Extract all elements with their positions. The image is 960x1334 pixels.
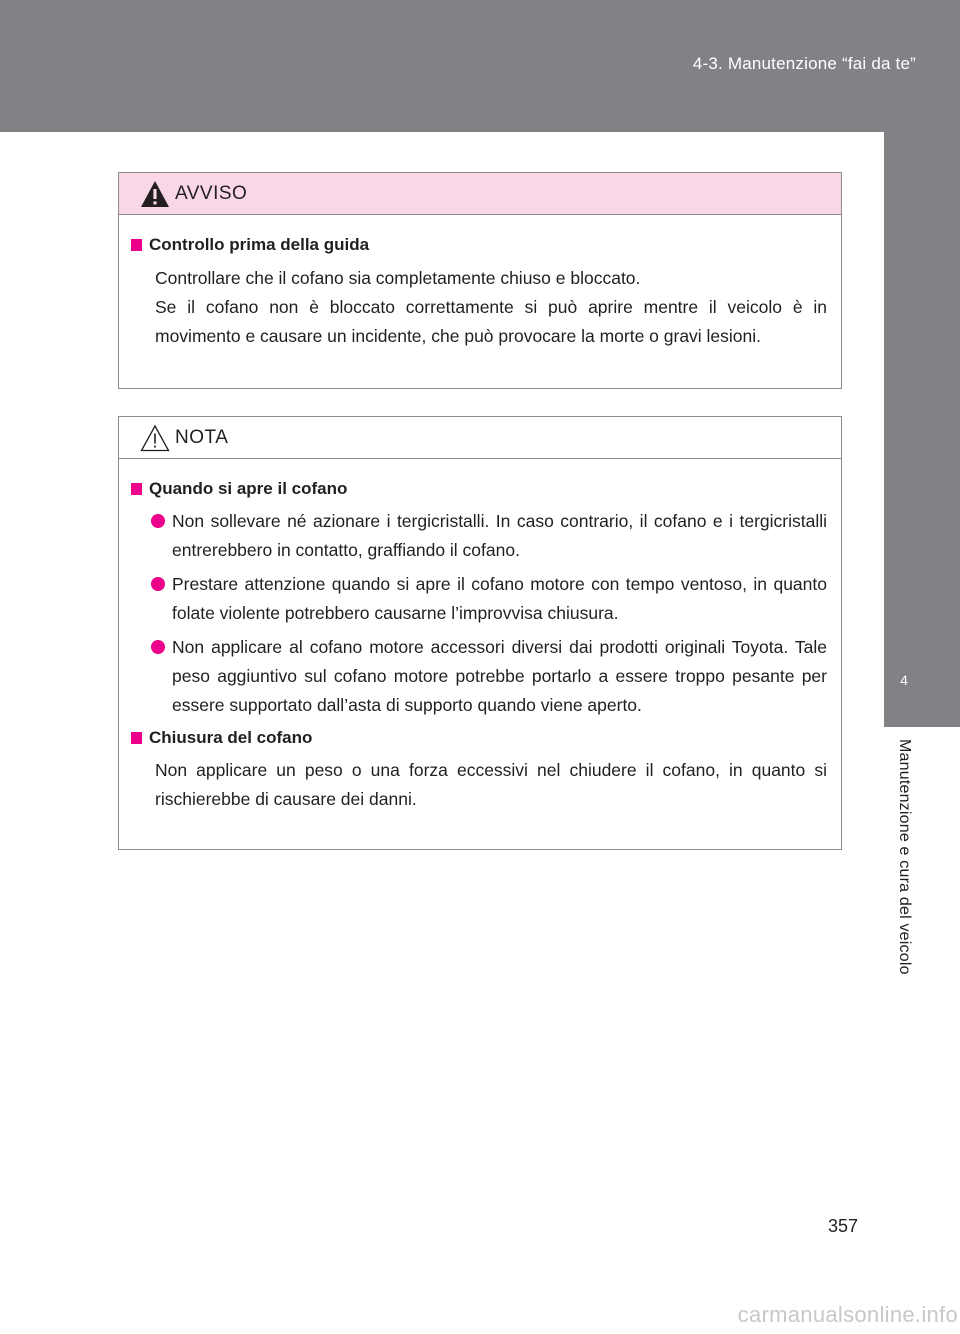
- note-list-item-text: Non sollevare né azionare i tergicristalli. In caso contrario, il cofano e i tergicristalli entrerebbero in contatto, graffiando il cofano.: [172, 511, 827, 560]
- note-box-title: NOTA: [175, 427, 229, 448]
- warning-box: [118, 172, 842, 389]
- warning-paragraph: Controllare che il cofano sia completamente chiuso e bloccato.: [155, 268, 641, 288]
- round-bullet-icon: [151, 577, 165, 591]
- round-bullet-icon: [151, 514, 165, 528]
- warning-paragraph: Se il cofano non è bloccato correttamente si può aprire mentre il veicolo è in movimento e causare un incidente, che può provocare la morte o gravi lesioni.: [155, 297, 827, 346]
- square-bullet-icon: [131, 732, 142, 744]
- square-bullet-icon: [131, 239, 142, 251]
- warning-box-header: [119, 173, 841, 215]
- round-bullet-icon: [151, 640, 165, 654]
- note-section-heading: [129, 724, 831, 751]
- page-number: 357: [828, 1216, 859, 1236]
- note-section-heading: [129, 475, 831, 502]
- note-paragraph: Non applicare un peso o una forza eccessivi nel chiudere il cofano, in quanto si rischierebbe di causare dei danni.: [155, 760, 827, 809]
- note-section-title: Quando si apre il cofano: [149, 479, 348, 498]
- note-list-item: [172, 507, 827, 565]
- warning-section-title: Controllo prima della guida: [149, 235, 370, 254]
- warning-section-heading: [129, 231, 831, 258]
- note-list-item: [172, 570, 827, 628]
- page-header: [0, 0, 960, 132]
- warning-box-title: AVVISO: [175, 183, 248, 204]
- note-list-item-text: Non applicare al cofano motore accessori diversi dai prodotti originali Toyota. Tale peso aggiuntivo sul cofano motore potrebbe portarlo a essere troppo pesante per essere supportato dall’asta di supporto quando viene aperto.: [172, 637, 827, 715]
- note-box-body: [119, 459, 841, 814]
- section-title: 4-3. Manutenzione “fai da te”: [692, 54, 916, 73]
- caution-outline-icon: [139, 423, 171, 453]
- square-bullet-icon: [131, 483, 142, 495]
- note-box-header: [119, 417, 841, 459]
- warning-triangle-icon: [139, 179, 171, 209]
- note-box: [118, 416, 842, 850]
- chapter-label-text: Manutenzione e cura del veicolo: [896, 739, 913, 975]
- watermark: carmanualsonline.info: [737, 1302, 958, 1327]
- note-list-item: [172, 633, 827, 720]
- note-section-title: Chiusura del cofano: [149, 728, 313, 747]
- chapter-tab: [884, 132, 960, 727]
- warning-box-body: [119, 215, 841, 351]
- chapter-label: [884, 739, 924, 1139]
- chapter-number: 4: [900, 672, 908, 688]
- note-list-item-text: Prestare attenzione quando si apre il cofano motore con tempo ventoso, in quanto folate violente potrebbero causarne l’improvvisa chiusura.: [172, 574, 827, 623]
